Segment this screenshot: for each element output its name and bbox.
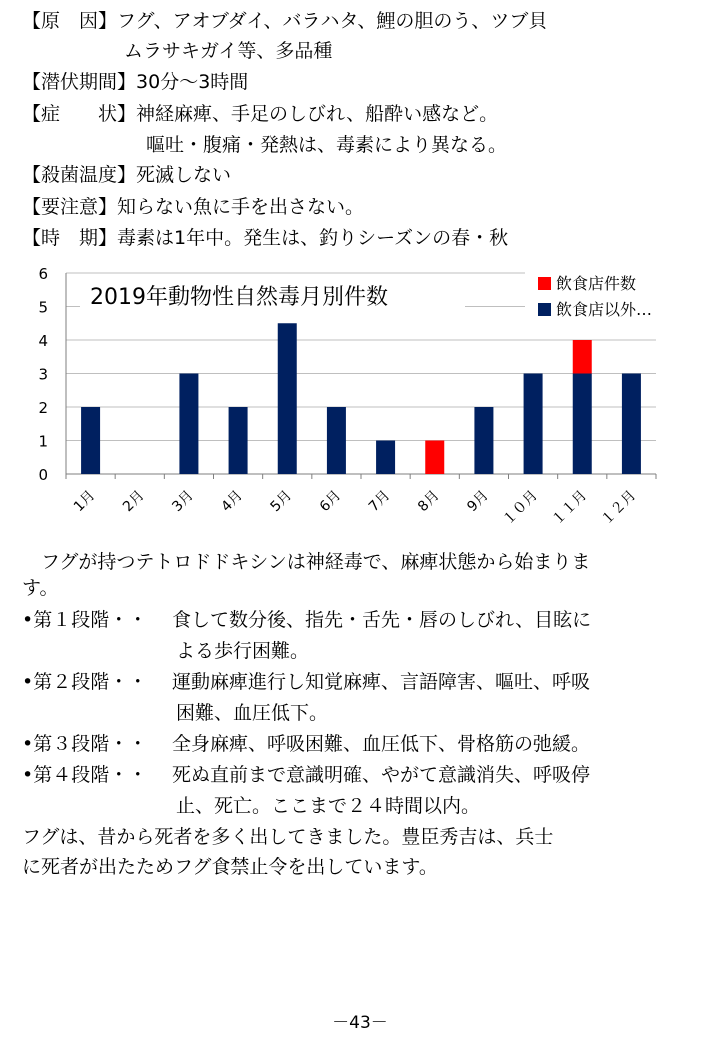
stage-4-label: •第４段階・・ xyxy=(22,764,148,786)
bar xyxy=(622,374,641,475)
legend-label: 飲食店以外… xyxy=(556,300,653,319)
x-tick-label: １２月 xyxy=(598,487,640,529)
stage-4-text-cont: 止、死亡。ここまで２４時間以内。 xyxy=(176,795,481,817)
page-number: －43－ xyxy=(332,1013,388,1033)
field-label: 【要注意】 xyxy=(22,196,118,218)
x-tick-label: 2月 xyxy=(120,487,148,516)
intro-line-2: す。 xyxy=(22,577,59,599)
bar xyxy=(179,374,198,475)
y-tick-label: 0 xyxy=(38,466,48,484)
y-tick-label: 1 xyxy=(38,432,48,451)
y-tick-label: 2 xyxy=(38,399,48,417)
bar xyxy=(327,407,346,474)
y-tick-label: 4 xyxy=(38,332,48,350)
field-label: 【時 期】 xyxy=(22,227,118,249)
field-value-cont: ムラサキガイ等、多品種 xyxy=(124,40,333,62)
legend-swatch xyxy=(538,277,551,290)
stage-2-label: •第２段階・・ xyxy=(22,671,148,693)
x-tick-label: １１月 xyxy=(549,487,591,529)
field-value: 知らない魚に手を出さない。 xyxy=(117,196,365,218)
x-tick-label: 7月 xyxy=(365,487,394,516)
field-value: 毒素は1年中。発生は、釣りシーズンの春・秋 xyxy=(117,227,509,249)
x-tick-label: １０月 xyxy=(499,487,541,529)
field-value: フグ、アオブダイ、バラハタ、鯉の胆のう、ツブ貝 xyxy=(117,10,548,32)
stage-2-text-cont: 困難、血圧低下。 xyxy=(176,702,329,724)
field-value: 30分～3時間 xyxy=(136,71,249,93)
field-label: 【潜伏期間】 xyxy=(22,71,137,93)
x-tick-label: 4月 xyxy=(218,487,246,516)
y-tick-label: 3 xyxy=(38,365,48,384)
stage-3-text: 全身麻痺、呼吸困難、血圧低下、骨格筋の弛緩。 xyxy=(172,733,591,755)
intro-line-1: フグが持つテトロドドキシンは神経毒で、麻痺状態から始まりま xyxy=(22,551,591,573)
stage-1-text: 食して数分後、指先・舌先・唇のしびれ、目眩に xyxy=(172,609,592,631)
y-tick-label: 5 xyxy=(38,298,48,317)
field-value: 神経麻痺、手足のしびれ、船酔い感など。 xyxy=(136,103,499,125)
chart-svg xyxy=(30,262,700,532)
monthly-cases-chart xyxy=(30,262,700,532)
y-tick-label: 6 xyxy=(38,265,48,283)
x-tick-label: 8月 xyxy=(415,487,443,516)
legend-label: 飲食店件数 xyxy=(556,274,637,293)
x-tick-label: 5月 xyxy=(267,487,296,516)
bar xyxy=(573,374,592,475)
bar xyxy=(474,407,493,474)
closing-line-2: に死者が出たためフグ食禁止令を出しています。 xyxy=(22,856,438,878)
field-label: 【原 因】 xyxy=(22,10,118,32)
stage-4-text: 死ぬ直前まで意識明確、やがて意識消失、呼吸停 xyxy=(172,764,591,786)
bar xyxy=(81,407,100,474)
chart-title: 2019年動物性自然毒月別件数 xyxy=(90,285,388,310)
x-tick-label: 1月 xyxy=(70,487,99,516)
bar xyxy=(425,441,444,475)
bar xyxy=(278,323,297,474)
bar xyxy=(524,374,543,475)
stage-3-label: •第３段階・・ xyxy=(22,733,148,755)
field-label: 【症 状】 xyxy=(22,103,137,125)
stage-2-text: 運動麻痺進行し知覚麻痺、言語障害、嘔吐、呼吸 xyxy=(172,671,591,693)
x-tick-label: 3月 xyxy=(169,487,197,516)
stage-1-text-cont: よる歩行困難。 xyxy=(176,640,310,662)
bar xyxy=(573,340,592,374)
bar xyxy=(229,407,248,474)
x-tick-label: 9月 xyxy=(464,487,492,516)
field-value-cont: 嘔吐・腹痛・発熱は、毒素により異なる。 xyxy=(146,134,508,156)
x-tick-label: 6月 xyxy=(316,487,345,516)
closing-line-1: フグは、昔から死者を多く出してきました。豊臣秀吉は、兵士 xyxy=(22,826,554,848)
field-value: 死滅しない xyxy=(136,164,232,186)
legend-swatch xyxy=(538,303,551,316)
bar xyxy=(376,441,395,475)
field-label: 【殺菌温度】 xyxy=(22,164,137,186)
stage-1-label: •第１段階・・ xyxy=(22,609,148,631)
